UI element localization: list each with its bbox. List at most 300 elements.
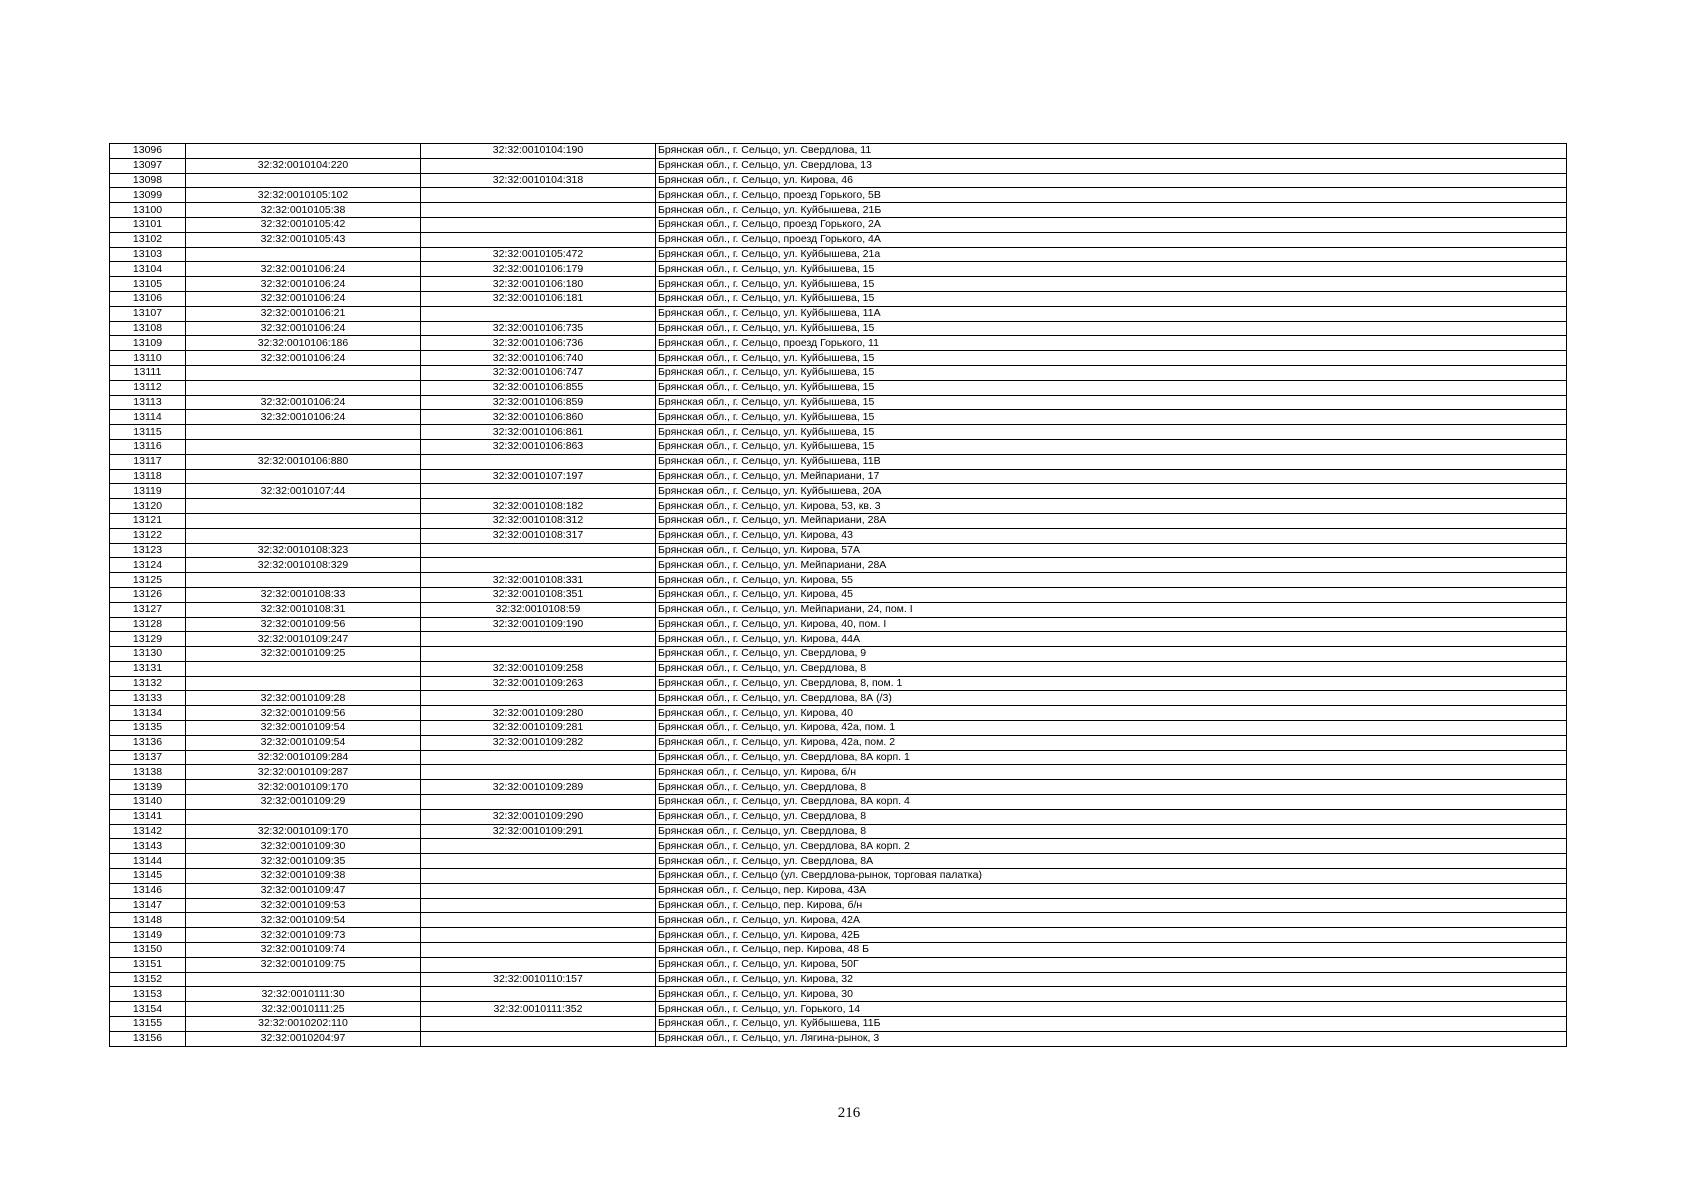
row-number-cell: 13147 (110, 898, 186, 913)
row-number-cell: 13123 (110, 543, 186, 558)
address-cell: Брянская обл., г. Сельцо, ул. Куйбышева, 15 (656, 291, 1567, 306)
cadastral-number-cell: 32:32:0010106:186 (186, 336, 421, 351)
cadastral-number-cell: 32:32:0010106:24 (186, 262, 421, 277)
row-number-cell: 13097 (110, 158, 186, 173)
row-number-cell: 13108 (110, 321, 186, 336)
row-number-cell: 13100 (110, 203, 186, 218)
cadastral-number-cell (186, 676, 421, 691)
object-cadastral-number-cell: 32:32:0010109:282 (421, 735, 656, 750)
table-row (110, 484, 1567, 499)
row-number-cell: 13104 (110, 262, 186, 277)
address-cell: Брянская обл., г. Сельцо, ул. Кирова, 42а, пом. 2 (656, 735, 1567, 750)
row-number-cell: 13099 (110, 188, 186, 203)
row-number-cell: 13146 (110, 883, 186, 898)
registry-table-container (109, 143, 1566, 1047)
object-cadastral-number-cell (421, 928, 656, 943)
row-number-cell: 13102 (110, 232, 186, 247)
table-row (110, 957, 1567, 972)
row-number-cell: 13106 (110, 291, 186, 306)
table-row (110, 306, 1567, 321)
object-cadastral-number-cell: 32:32:0010111:352 (421, 1002, 656, 1017)
row-number-cell: 13142 (110, 824, 186, 839)
object-cadastral-number-cell: 32:32:0010105:472 (421, 247, 656, 262)
object-cadastral-number-cell (421, 1031, 656, 1046)
address-cell: Брянская обл., г. Сельцо, ул. Свердлова, 13 (656, 158, 1567, 173)
object-cadastral-number-cell: 32:32:0010106:180 (421, 277, 656, 292)
table-row (110, 691, 1567, 706)
object-cadastral-number-cell: 32:32:0010106:735 (421, 321, 656, 336)
address-cell: Брянская обл., г. Сельцо, ул. Свердлова, 8 (656, 661, 1567, 676)
cadastral-number-cell (186, 247, 421, 262)
table-row (110, 321, 1567, 336)
table-row (110, 469, 1567, 484)
address-cell: Брянская обл., г. Сельцо, ул. Мейпариани, 28А (656, 513, 1567, 528)
table-row (110, 661, 1567, 676)
object-cadastral-number-cell: 32:32:0010106:863 (421, 439, 656, 454)
table-row (110, 188, 1567, 203)
cadastral-number-cell: 32:32:0010109:170 (186, 780, 421, 795)
object-cadastral-number-cell: 32:32:0010109:190 (421, 617, 656, 632)
row-number-cell: 13096 (110, 144, 186, 159)
address-cell: Брянская обл., г. Сельцо, ул. Куйбышева, 11Б (656, 1017, 1567, 1032)
table-row (110, 721, 1567, 736)
address-cell: Брянская обл., г. Сельцо, ул. Лягина-рынок, 3 (656, 1031, 1567, 1046)
address-cell: Брянская обл., г. Сельцо, ул. Кирова, 57А (656, 543, 1567, 558)
row-number-cell: 13135 (110, 721, 186, 736)
table-row (110, 928, 1567, 943)
object-cadastral-number-cell: 32:32:0010106:740 (421, 351, 656, 366)
cadastral-number-cell (186, 380, 421, 395)
address-cell: Брянская обл., г. Сельцо, ул. Куйбышева, 20А (656, 484, 1567, 499)
object-cadastral-number-cell (421, 943, 656, 958)
row-number-cell: 13105 (110, 277, 186, 292)
row-number-cell: 13139 (110, 780, 186, 795)
row-number-cell: 13101 (110, 217, 186, 232)
row-number-cell: 13151 (110, 957, 186, 972)
address-cell: Брянская обл., г. Сельцо, ул. Куйбышева, 21Б (656, 203, 1567, 218)
cadastral-number-cell: 32:32:0010109:74 (186, 943, 421, 958)
object-cadastral-number-cell: 32:32:0010108:59 (421, 602, 656, 617)
cadastral-number-cell (186, 469, 421, 484)
address-cell: Брянская обл., г. Сельцо, проезд Горького, 2А (656, 217, 1567, 232)
object-cadastral-number-cell (421, 543, 656, 558)
address-cell: Брянская обл., г. Сельцо, ул. Кирова, б/н (656, 765, 1567, 780)
address-cell: Брянская обл., г. Сельцо, ул. Мейпариани, 28А (656, 558, 1567, 573)
row-number-cell: 13152 (110, 972, 186, 987)
object-cadastral-number-cell (421, 558, 656, 573)
table-row (110, 587, 1567, 602)
cadastral-number-cell: 32:32:0010109:56 (186, 706, 421, 721)
row-number-cell: 13132 (110, 676, 186, 691)
address-cell: Брянская обл., г. Сельцо, ул. Свердлова, 8А корп. 4 (656, 795, 1567, 810)
table-row (110, 173, 1567, 188)
address-cell: Брянская обл., г. Сельцо, ул. Куйбышева, 15 (656, 351, 1567, 366)
object-cadastral-number-cell: 32:32:0010109:280 (421, 706, 656, 721)
cadastral-number-cell: 32:32:0010107:44 (186, 484, 421, 499)
cadastral-number-cell: 32:32:0010109:73 (186, 928, 421, 943)
object-cadastral-number-cell (421, 691, 656, 706)
table-row (110, 158, 1567, 173)
table-row (110, 676, 1567, 691)
cadastral-number-cell: 32:32:0010105:42 (186, 217, 421, 232)
cadastral-number-cell: 32:32:0010109:54 (186, 721, 421, 736)
table-row (110, 277, 1567, 292)
row-number-cell: 13140 (110, 795, 186, 810)
table-row (110, 750, 1567, 765)
address-cell: Брянская обл., г. Сельцо, ул. Куйбышева, 15 (656, 395, 1567, 410)
table-row (110, 632, 1567, 647)
cadastral-number-cell: 32:32:0010109:47 (186, 883, 421, 898)
object-cadastral-number-cell: 32:32:0010109:258 (421, 661, 656, 676)
object-cadastral-number-cell: 32:32:0010109:290 (421, 809, 656, 824)
address-cell: Брянская обл., г. Сельцо, ул. Куйбышева, 15 (656, 380, 1567, 395)
address-cell: Брянская обл., г. Сельцо, ул. Свердлова, 8 (656, 780, 1567, 795)
object-cadastral-number-cell: 32:32:0010108:317 (421, 528, 656, 543)
address-cell: Брянская обл., г. Сельцо, ул. Куйбышева, 15 (656, 439, 1567, 454)
row-number-cell: 13138 (110, 765, 186, 780)
row-number-cell: 13103 (110, 247, 186, 262)
object-cadastral-number-cell: 32:32:0010109:289 (421, 780, 656, 795)
table-row (110, 1002, 1567, 1017)
row-number-cell: 13114 (110, 410, 186, 425)
address-cell: Брянская обл., г. Сельцо, пер. Кирова, 43А (656, 883, 1567, 898)
row-number-cell: 13098 (110, 173, 186, 188)
row-number-cell: 13111 (110, 365, 186, 380)
table-row (110, 706, 1567, 721)
row-number-cell: 13141 (110, 809, 186, 824)
address-cell: Брянская обл., г. Сельцо, ул. Свердлова, 11 (656, 144, 1567, 159)
object-cadastral-number-cell (421, 883, 656, 898)
table-row (110, 395, 1567, 410)
row-number-cell: 13154 (110, 1002, 186, 1017)
row-number-cell: 13112 (110, 380, 186, 395)
cadastral-number-cell (186, 809, 421, 824)
object-cadastral-number-cell (421, 217, 656, 232)
object-cadastral-number-cell (421, 957, 656, 972)
address-cell: Брянская обл., г. Сельцо, ул. Куйбышева, 11В (656, 454, 1567, 469)
object-cadastral-number-cell (421, 795, 656, 810)
table-row (110, 513, 1567, 528)
cadastral-number-cell: 32:32:0010109:29 (186, 795, 421, 810)
address-cell: Брянская обл., г. Сельцо, ул. Свердлова, 8 (656, 824, 1567, 839)
row-number-cell: 13145 (110, 869, 186, 884)
page-number: 216 (837, 1105, 861, 1121)
object-cadastral-number-cell (421, 839, 656, 854)
cadastral-number-cell: 32:32:0010106:24 (186, 321, 421, 336)
table-row (110, 499, 1567, 514)
object-cadastral-number-cell: 32:32:0010106:860 (421, 410, 656, 425)
row-number-cell: 13120 (110, 499, 186, 514)
table-row (110, 780, 1567, 795)
row-number-cell: 13134 (110, 706, 186, 721)
object-cadastral-number-cell (421, 869, 656, 884)
table-row (110, 795, 1567, 810)
table-row (110, 898, 1567, 913)
cadastral-number-cell (186, 144, 421, 159)
table-row (110, 617, 1567, 632)
row-number-cell: 13155 (110, 1017, 186, 1032)
row-number-cell: 13137 (110, 750, 186, 765)
row-number-cell: 13118 (110, 469, 186, 484)
table-row (110, 854, 1567, 869)
row-number-cell: 13143 (110, 839, 186, 854)
cadastral-number-cell (186, 972, 421, 987)
cadastral-number-cell: 32:32:0010106:24 (186, 410, 421, 425)
row-number-cell: 13125 (110, 573, 186, 588)
object-cadastral-number-cell: 32:32:0010108:312 (421, 513, 656, 528)
row-number-cell: 13149 (110, 928, 186, 943)
cadastral-number-cell: 32:32:0010111:30 (186, 987, 421, 1002)
cadastral-number-cell: 32:32:0010109:25 (186, 647, 421, 662)
address-cell: Брянская обл., г. Сельцо, ул. Кирова, 40 (656, 706, 1567, 721)
row-number-cell: 13109 (110, 336, 186, 351)
cadastral-number-cell (186, 365, 421, 380)
row-number-cell: 13119 (110, 484, 186, 499)
cadastral-number-cell: 32:32:0010109:28 (186, 691, 421, 706)
row-number-cell: 13122 (110, 528, 186, 543)
table-row (110, 809, 1567, 824)
cadastral-number-cell: 32:32:0010202:110 (186, 1017, 421, 1032)
cadastral-number-cell: 32:32:0010109:53 (186, 898, 421, 913)
cadastral-number-cell: 32:32:0010109:284 (186, 750, 421, 765)
object-cadastral-number-cell (421, 987, 656, 1002)
address-cell: Брянская обл., г. Сельцо, пер. Кирова, 48 Б (656, 943, 1567, 958)
cadastral-number-cell: 32:32:0010109:287 (186, 765, 421, 780)
cadastral-number-cell: 32:32:0010106:24 (186, 291, 421, 306)
table-row (110, 602, 1567, 617)
row-number-cell: 13117 (110, 454, 186, 469)
cadastral-number-cell: 32:32:0010109:54 (186, 735, 421, 750)
address-cell: Брянская обл., г. Сельцо, проезд Горького, 5В (656, 188, 1567, 203)
registry-table (109, 143, 1567, 1047)
table-row (110, 247, 1567, 262)
address-cell: Брянская обл., г. Сельцо, ул. Куйбышева, 21а (656, 247, 1567, 262)
address-cell: Брянская обл., г. Сельцо, пер. Кирова, б/н (656, 898, 1567, 913)
address-cell: Брянская обл., г. Сельцо, ул. Мейпариани, 24, пом. I (656, 602, 1567, 617)
row-number-cell: 13107 (110, 306, 186, 321)
object-cadastral-number-cell (421, 203, 656, 218)
address-cell: Брянская обл., г. Сельцо, ул. Кирова, 55 (656, 573, 1567, 588)
row-number-cell: 13124 (110, 558, 186, 573)
object-cadastral-number-cell (421, 1017, 656, 1032)
row-number-cell: 13121 (110, 513, 186, 528)
table-row (110, 543, 1567, 558)
object-cadastral-number-cell: 32:32:0010104:190 (421, 144, 656, 159)
address-cell: Брянская обл., г. Сельцо, ул. Кирова, 46 (656, 173, 1567, 188)
cadastral-number-cell: 32:32:0010106:21 (186, 306, 421, 321)
address-cell: Брянская обл., г. Сельцо, ул. Кирова, 30 (656, 987, 1567, 1002)
table-row (110, 410, 1567, 425)
table-row (110, 943, 1567, 958)
address-cell: Брянская обл., г. Сельцо, ул. Кирова, 50Г (656, 957, 1567, 972)
cadastral-number-cell: 32:32:0010106:24 (186, 277, 421, 292)
address-cell: Брянская обл., г. Сельцо, ул. Куйбышева, 15 (656, 262, 1567, 277)
object-cadastral-number-cell: 32:32:0010106:859 (421, 395, 656, 410)
address-cell: Брянская обл., г. Сельцо, ул. Свердлова, 9 (656, 647, 1567, 662)
table-row (110, 439, 1567, 454)
table-row (110, 144, 1567, 159)
cadastral-number-cell: 32:32:0010108:31 (186, 602, 421, 617)
object-cadastral-number-cell: 32:32:0010106:855 (421, 380, 656, 395)
address-cell: Брянская обл., г. Сельцо, ул. Куйбышева, 11А (656, 306, 1567, 321)
address-cell: Брянская обл., г. Сельцо, ул. Куйбышева, 15 (656, 425, 1567, 440)
address-cell: Брянская обл., г. Сельцо, ул. Свердлова, 8А (/3) (656, 691, 1567, 706)
object-cadastral-number-cell: 32:32:0010109:291 (421, 824, 656, 839)
object-cadastral-number-cell: 32:32:0010106:181 (421, 291, 656, 306)
address-cell: Брянская обл., г. Сельцо, ул. Кирова, 44А (656, 632, 1567, 647)
table-row (110, 573, 1567, 588)
table-row (110, 839, 1567, 854)
row-number-cell: 13150 (110, 943, 186, 958)
address-cell: Брянская обл., г. Сельцо, ул. Куйбышева, 15 (656, 321, 1567, 336)
object-cadastral-number-cell: 32:32:0010106:736 (421, 336, 656, 351)
object-cadastral-number-cell: 32:32:0010108:182 (421, 499, 656, 514)
cadastral-number-cell (186, 499, 421, 514)
address-cell: Брянская обл., г. Сельцо (ул. Свердлова-рынок, торговая палатка) (656, 869, 1567, 884)
object-cadastral-number-cell (421, 158, 656, 173)
address-cell: Брянская обл., г. Сельцо, ул. Кирова, 40, пом. I (656, 617, 1567, 632)
table-row (110, 262, 1567, 277)
row-number-cell: 13115 (110, 425, 186, 440)
cadastral-number-cell: 32:32:0010105:102 (186, 188, 421, 203)
object-cadastral-number-cell: 32:32:0010109:263 (421, 676, 656, 691)
row-number-cell: 13116 (110, 439, 186, 454)
cadastral-number-cell: 32:32:0010106:24 (186, 351, 421, 366)
cadastral-number-cell: 32:32:0010109:247 (186, 632, 421, 647)
object-cadastral-number-cell (421, 454, 656, 469)
object-cadastral-number-cell (421, 765, 656, 780)
address-cell: Брянская обл., г. Сельцо, ул. Кирова, 43 (656, 528, 1567, 543)
cadastral-number-cell: 32:32:0010204:97 (186, 1031, 421, 1046)
table-row (110, 203, 1567, 218)
cadastral-number-cell: 32:32:0010109:170 (186, 824, 421, 839)
row-number-cell: 13156 (110, 1031, 186, 1046)
object-cadastral-number-cell (421, 484, 656, 499)
cadastral-number-cell: 32:32:0010106:880 (186, 454, 421, 469)
cadastral-number-cell: 32:32:0010109:75 (186, 957, 421, 972)
cadastral-number-cell: 32:32:0010108:323 (186, 543, 421, 558)
table-row (110, 217, 1567, 232)
table-row (110, 735, 1567, 750)
table-row (110, 380, 1567, 395)
table-row (110, 647, 1567, 662)
row-number-cell: 13131 (110, 661, 186, 676)
table-row (110, 987, 1567, 1002)
table-row (110, 883, 1567, 898)
address-cell: Брянская обл., г. Сельцо, ул. Кирова, 42Б (656, 928, 1567, 943)
row-number-cell: 13130 (110, 647, 186, 662)
address-cell: Брянская обл., г. Сельцо, ул. Свердлова, 8, пом. 1 (656, 676, 1567, 691)
object-cadastral-number-cell: 32:32:0010107:197 (421, 469, 656, 484)
cadastral-number-cell (186, 661, 421, 676)
table-row (110, 765, 1567, 780)
address-cell: Брянская обл., г. Сельцо, ул. Куйбышева, 15 (656, 277, 1567, 292)
cadastral-number-cell: 32:32:0010106:24 (186, 395, 421, 410)
table-row (110, 336, 1567, 351)
cadastral-number-cell: 32:32:0010108:329 (186, 558, 421, 573)
address-cell: Брянская обл., г. Сельцо, ул. Свердлова, 8 (656, 809, 1567, 824)
address-cell: Брянская обл., г. Сельцо, ул. Куйбышева, 15 (656, 365, 1567, 380)
address-cell: Брянская обл., г. Сельцо, ул. Кирова, 32 (656, 972, 1567, 987)
cadastral-number-cell: 32:32:0010109:54 (186, 913, 421, 928)
table-row (110, 972, 1567, 987)
cadastral-number-cell: 32:32:0010108:33 (186, 587, 421, 602)
table-row (110, 232, 1567, 247)
table-row (110, 869, 1567, 884)
object-cadastral-number-cell (421, 232, 656, 247)
row-number-cell: 13127 (110, 602, 186, 617)
cadastral-number-cell: 32:32:0010109:35 (186, 854, 421, 869)
cadastral-number-cell: 32:32:0010105:38 (186, 203, 421, 218)
row-number-cell: 13136 (110, 735, 186, 750)
table-row (110, 291, 1567, 306)
address-cell: Брянская обл., г. Сельцо, ул. Кирова, 42а, пом. 1 (656, 721, 1567, 736)
address-cell: Брянская обл., г. Сельцо, ул. Мейпариани, 17 (656, 469, 1567, 484)
table-row (110, 425, 1567, 440)
object-cadastral-number-cell: 32:32:0010106:861 (421, 425, 656, 440)
address-cell: Брянская обл., г. Сельцо, ул. Горького, 14 (656, 1002, 1567, 1017)
object-cadastral-number-cell: 32:32:0010106:747 (421, 365, 656, 380)
object-cadastral-number-cell (421, 898, 656, 913)
object-cadastral-number-cell (421, 306, 656, 321)
table-row (110, 1031, 1567, 1046)
cadastral-number-cell (186, 439, 421, 454)
object-cadastral-number-cell (421, 647, 656, 662)
object-cadastral-number-cell (421, 632, 656, 647)
cadastral-number-cell (186, 513, 421, 528)
table-row (110, 454, 1567, 469)
row-number-cell: 13153 (110, 987, 186, 1002)
address-cell: Брянская обл., г. Сельцо, ул. Кирова, 53, кв. 3 (656, 499, 1567, 514)
address-cell: Брянская обл., г. Сельцо, ул. Свердлова, 8А корп. 2 (656, 839, 1567, 854)
cadastral-number-cell (186, 425, 421, 440)
cadastral-number-cell: 32:32:0010104:220 (186, 158, 421, 173)
row-number-cell: 13128 (110, 617, 186, 632)
object-cadastral-number-cell: 32:32:0010109:281 (421, 721, 656, 736)
object-cadastral-number-cell: 32:32:0010108:351 (421, 587, 656, 602)
object-cadastral-number-cell: 32:32:0010106:179 (421, 262, 656, 277)
row-number-cell: 13126 (110, 587, 186, 602)
cadastral-number-cell: 32:32:0010109:38 (186, 869, 421, 884)
address-cell: Брянская обл., г. Сельцо, ул. Куйбышева, 15 (656, 410, 1567, 425)
row-number-cell: 13129 (110, 632, 186, 647)
address-cell: Брянская обл., г. Сельцо, ул. Кирова, 42А (656, 913, 1567, 928)
row-number-cell: 13144 (110, 854, 186, 869)
row-number-cell: 13110 (110, 351, 186, 366)
cadastral-number-cell: 32:32:0010109:30 (186, 839, 421, 854)
address-cell: Брянская обл., г. Сельцо, проезд Горького, 11 (656, 336, 1567, 351)
address-cell: Брянская обл., г. Сельцо, ул. Свердлова, 8А (656, 854, 1567, 869)
table-row (110, 351, 1567, 366)
address-cell: Брянская обл., г. Сельцо, проезд Горького, 4А (656, 232, 1567, 247)
registry-table-body (110, 144, 1567, 1047)
cadastral-number-cell: 32:32:0010109:56 (186, 617, 421, 632)
table-row (110, 824, 1567, 839)
object-cadastral-number-cell: 32:32:0010108:331 (421, 573, 656, 588)
table-row (110, 365, 1567, 380)
table-row (110, 558, 1567, 573)
object-cadastral-number-cell: 32:32:0010104:318 (421, 173, 656, 188)
object-cadastral-number-cell (421, 913, 656, 928)
object-cadastral-number-cell (421, 750, 656, 765)
table-row (110, 528, 1567, 543)
table-row (110, 913, 1567, 928)
address-cell: Брянская обл., г. Сельцо, ул. Свердлова, 8А корп. 1 (656, 750, 1567, 765)
cadastral-number-cell: 32:32:0010111:25 (186, 1002, 421, 1017)
cadastral-number-cell (186, 573, 421, 588)
cadastral-number-cell (186, 528, 421, 543)
table-row (110, 1017, 1567, 1032)
